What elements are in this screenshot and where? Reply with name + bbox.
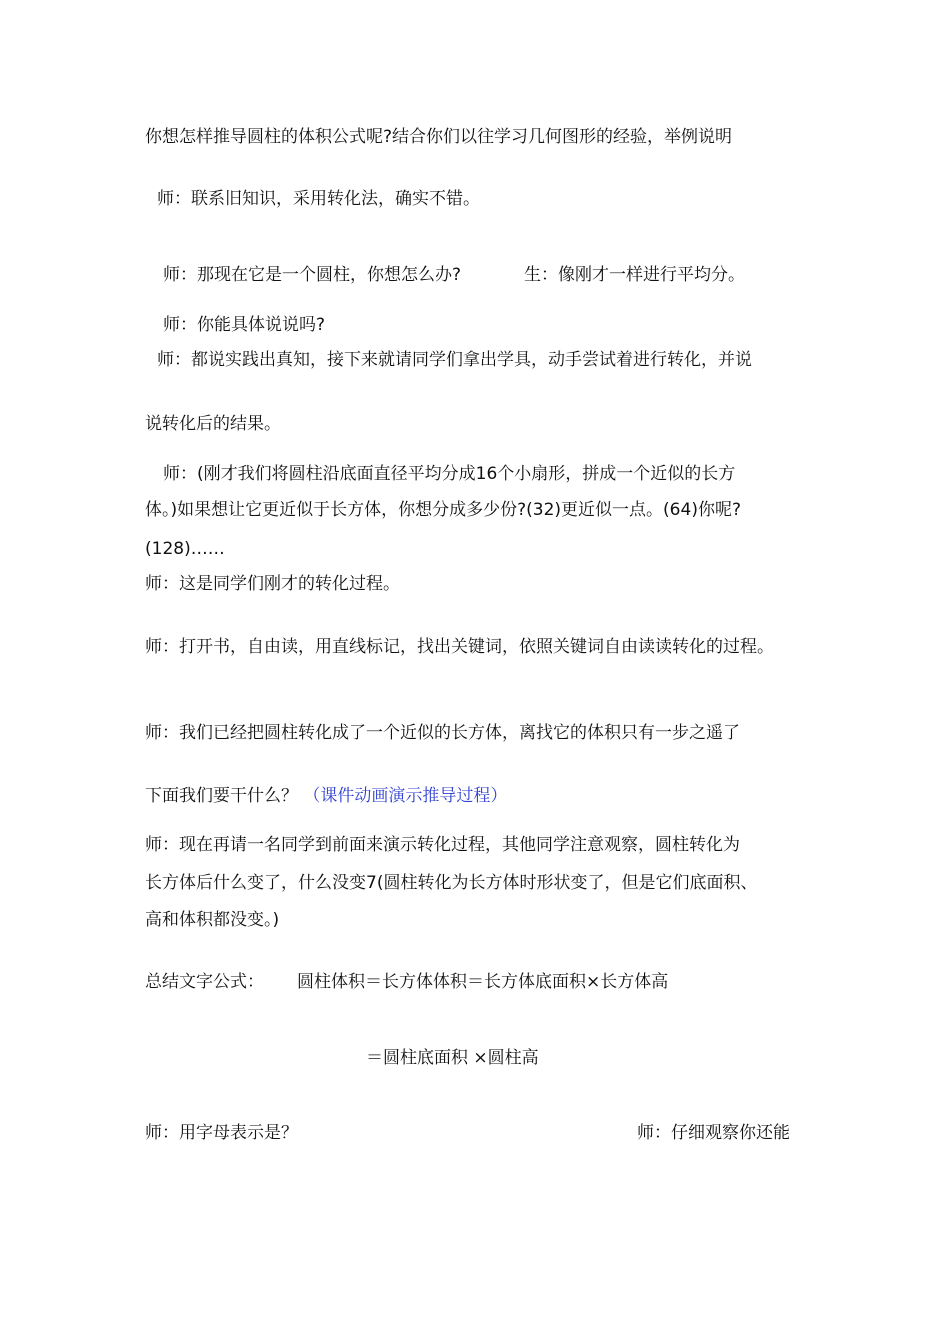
paragraph-line: 师：打开书，自由读，用直线标记，找出关键词，依照关键词自由读读转化的过程。 (145, 637, 774, 657)
paragraph-line: 师：用字母表示是？ (145, 1123, 298, 1143)
paragraph-line: 师：都说实践出真知，接下来就请同学们拿出学具，动手尝试着进行转化，并说 (157, 350, 752, 370)
paragraph-line: 师：(刚才我们将圆柱沿底面直径平均分成16个小扇形，拼成一个近似的长方 (163, 464, 736, 484)
question-text: 下面我们要干什么？ (145, 786, 298, 806)
paragraph-line: 长方体后什么变了，什么没变7(圆柱转化为长方体时形状变了，但是它们底面积、 (145, 873, 758, 893)
formula-line-2: ＝圆柱底面积 ×圆柱高 (366, 1048, 539, 1068)
courseware-note: （课件动画演示推导过程） (303, 786, 508, 806)
paragraph-line: 体。)如果想让它更近似于长方体，你想分成多少份?(32)更近似一点。(64)你呢? (145, 500, 741, 520)
paragraph-line: 师：联系旧知识，采用转化法，确实不错。 (157, 189, 480, 209)
paragraph-line: 师：这是同学们刚才的转化过程。 (145, 574, 400, 594)
paragraph-line: 生：像刚才一样进行平均分。 (524, 265, 745, 285)
paragraph-line: (128)…… (145, 539, 225, 559)
paragraph-line: 师：我们已经把圆柱转化成了一个近似的长方体，离找它的体积只有一步之遥了 (145, 723, 740, 743)
formula-label: 总结文字公式： (145, 972, 264, 992)
paragraph-line: 师：现在再请一名同学到前面来演示转化过程，其他同学注意观察，圆柱转化为 (145, 835, 740, 855)
paragraph-line (145, 784, 507, 808)
paragraph-line: 高和体积都没变。) (145, 910, 280, 930)
paragraph-line: 你想怎样推导圆柱的体积公式呢?结合你们以往学习几何图形的经验，举例说明 (145, 127, 733, 147)
formula-line-1: 圆柱体积＝长方体体积＝长方体底面积×长方体高 (297, 972, 669, 992)
paragraph-line: 说转化后的结果。 (145, 414, 281, 434)
paragraph-line: 师：仔细观察你还能 (637, 1123, 790, 1143)
paragraph-line: 师：那现在它是一个圆柱，你想怎么办? (163, 265, 462, 285)
paragraph-line: 师：你能具体说说吗? (163, 315, 326, 335)
